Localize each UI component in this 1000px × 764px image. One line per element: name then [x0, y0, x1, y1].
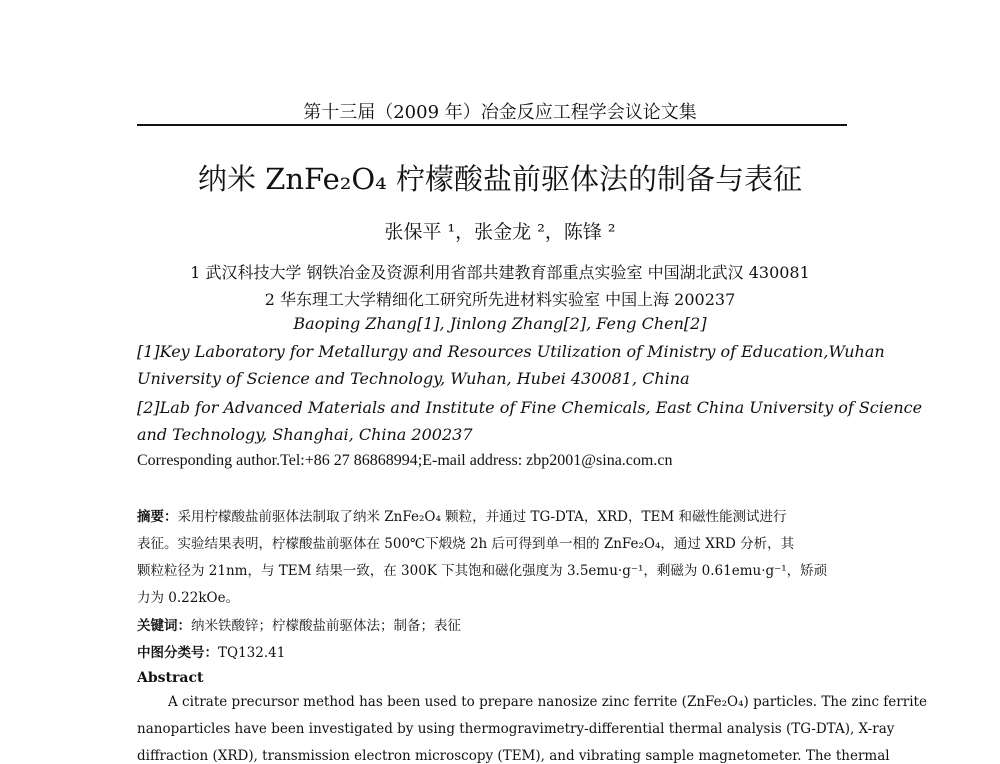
abstract-en-line-3: diffraction (XRD), transmission electron microscopy (TEM), and vibrating sample magnetometer. The thermal [137, 748, 890, 764]
keywords-text: 纳米铁酸锌；柠檬酸盐前驱体法；制备；表征 [191, 618, 461, 634]
header-rule [137, 124, 847, 126]
classification-number: TQ132.41 [218, 645, 286, 661]
abstract-en-line-2: nanoparticles have been investigated by using thermogravimetry-differential thermal analysis (TG-DTA), X-ray [137, 721, 895, 737]
authors-cn: 张保平 ¹，张金龙 ²，陈锋 ² [384, 221, 616, 243]
classification-line [137, 641, 285, 661]
classification-label: 中图分类号： [137, 645, 218, 661]
affiliation-en-1a: [1]Key Laboratory for Metallurgy and Resources Utilization of Ministry of Education,Wuhan [137, 342, 885, 361]
corresponding-author: Corresponding author.Tel:+86 27 86868994;E-mail address: zbp2001@sina.com.cn [137, 452, 673, 469]
proceedings-header: 第十三届（2009 年）冶金反应工程学会议论文集 [303, 102, 697, 123]
abstract-en-line-1: A citrate precursor method has been used to prepare nanosize zinc ferrite (ZnFe₂O₄) particles. The zinc ferrite [168, 694, 927, 710]
affiliation-cn-2: 2 华东理工大学精细化工研究所先进材料实验室 中国上海 200237 [264, 290, 736, 309]
abstract-cn-line-4: 力为 0.22kOe。 [137, 590, 240, 606]
abstract-cn-line-2: 表征。实验结果表明，柠檬酸盐前驱体在 500℃下煅烧 2h 后可得到单一相的 ZnFe₂O₄，通过 XRD 分析，其 [137, 536, 795, 552]
affiliation-en-2b: and Technology, Shanghai, China 200237 [137, 425, 473, 444]
affiliation-en-2a: [2]Lab for Advanced Materials and Institute of Fine Chemicals, East China University of Science [137, 398, 923, 417]
keywords-label: 关键词： [137, 618, 191, 634]
abstract-cn-text-1: 采用柠檬酸盐前驱体法制取了纳米 ZnFe₂O₄ 颗粒，并通过 TG-DTA，XRD，TEM 和磁性能测试进行 [177, 509, 787, 525]
keywords-line [137, 614, 461, 634]
affiliation-cn-1: 1 武汉科技大学 钢铁冶金及资源利用省部共建教育部重点实验室 中国湖北武汉 430081 [190, 263, 810, 282]
abstract-cn-line-3: 颗粒粒径为 21nm，与 TEM 结果一致，在 300K 下其饱和磁化强度为 3.5emu·g⁻¹，剩磁为 0.61emu·g⁻¹，矫顽 [137, 563, 828, 579]
abstract-cn-line-1 [137, 505, 786, 525]
abstract-cn-label: 摘要： [137, 509, 178, 525]
abstract-en-heading: Abstract [137, 670, 204, 686]
authors-en: Baoping Zhang[1], Jinlong Zhang[2], Feng Chen[2] [293, 314, 707, 333]
affiliation-en-1b: University of Science and Technology, Wuhan, Hubei 430081, China [137, 369, 690, 388]
paper-title: 纳米 ZnFe₂O₄ 柠檬酸盐前驱体法的制备与表征 [198, 162, 802, 196]
